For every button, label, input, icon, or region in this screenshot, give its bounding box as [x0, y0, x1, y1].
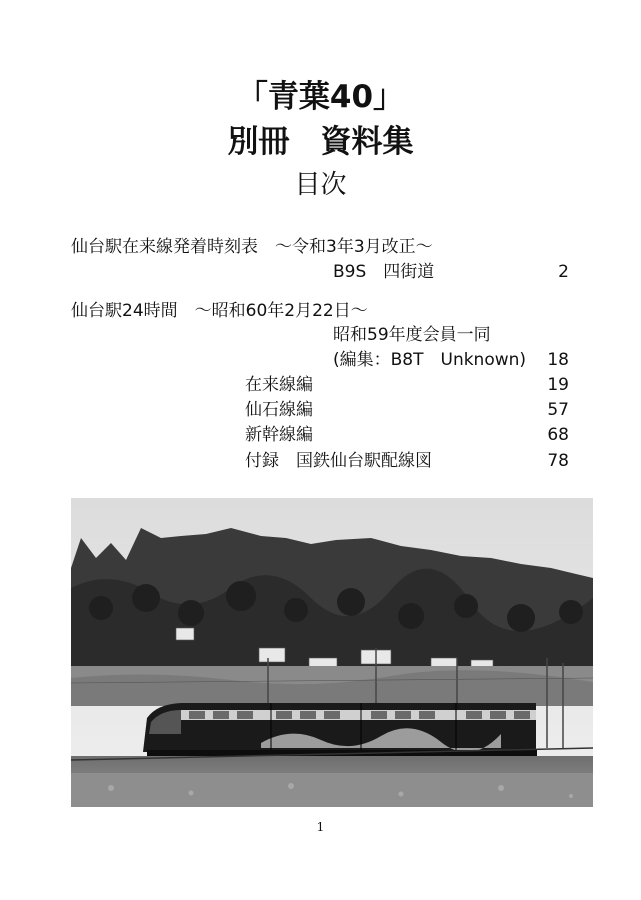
toc-entry-page: 2	[558, 262, 569, 282]
toc-entry-editor: (編集：B8T Unknown)	[333, 350, 527, 370]
toc-section-label: 新幹線編	[245, 425, 313, 445]
train-photo-illustration	[71, 498, 593, 807]
toc-section-page: 57	[547, 400, 569, 420]
document-subtitle: 別冊 資料集	[227, 124, 414, 160]
toc-entry-author: B9S 四街道	[333, 262, 435, 282]
toc-section-label: 仙石線編	[245, 400, 313, 420]
page-number: 1	[316, 820, 325, 834]
toc-section-page: 19	[547, 375, 569, 395]
toc-entry-title: 仙台駅24時間 ～昭和60年2月22日～	[71, 301, 368, 321]
toc-section-page: 68	[547, 425, 569, 445]
toc-heading: 目次	[294, 170, 347, 200]
toc-entry-author: 昭和59年度会員一同	[333, 325, 491, 345]
document-title: 「青葉40」	[236, 79, 405, 115]
toc-section-label: 付録 国鉄仙台駅配線図	[245, 451, 432, 471]
train-photo	[71, 498, 593, 807]
toc-entry-title: 仙台駅在来線発着時刻表 ～令和3年3月改正～	[71, 237, 433, 257]
toc-section-label: 在来線編	[245, 375, 313, 395]
toc-entry-page: 18	[547, 350, 569, 370]
toc-section-page: 78	[547, 451, 569, 471]
